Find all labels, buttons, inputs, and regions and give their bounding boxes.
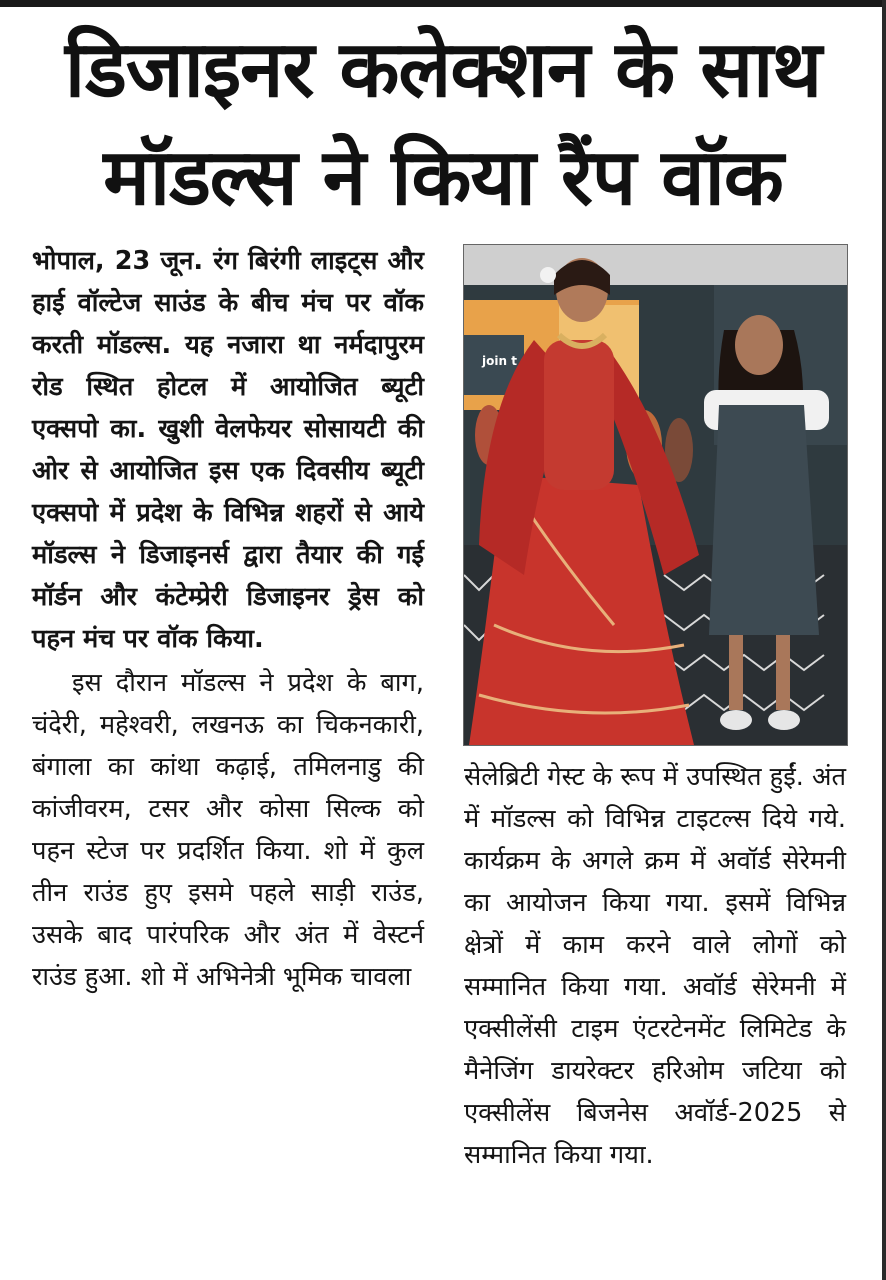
news-photo: [463, 244, 848, 746]
right-border: [882, 0, 886, 1280]
headline: [20, 16, 866, 232]
denim-model-face: [735, 315, 783, 375]
headline-line-1: डिजाइनर कलेक्शन के साथ: [64, 25, 822, 115]
article-body-paragraph: इस दौरान मॉडल्स ने प्रदेश के बाग, चंदेरी, महेश्वरी, लखनऊ का चिकनकारी, बंगाला का कांथा कढ़ाई, तमिलनाडु की कांजीवरम, टसर और कोसा सिल्क को पहन स्टेज पर प्रदर्शित किया. शो में कुल तीन राउंड हुए इसमे पहले साड़ी राउंड, उसके बाद पारंपरिक और अंत में वेस्टर्न राउंड हुआ. शो में अभिनेत्री भूमिक चावला: [32, 668, 424, 992]
photo-ceiling: [464, 245, 847, 285]
photo-illustration: [464, 245, 847, 745]
top-border: [0, 0, 886, 7]
denim-model-shoe: [768, 710, 800, 730]
bride-hair-flower: [540, 267, 556, 283]
denim-model-leg: [729, 635, 743, 710]
denim-dress: [709, 405, 819, 635]
denim-model-leg: [776, 635, 790, 710]
headline-line-2: मॉडल्स ने किया रैंप वॉक: [103, 133, 783, 223]
article-right-paragraph: सेलेब्रिटी गेस्ट के रूप में उपस्थित हुईं. अंत में मॉडल्स को विभिन्न टाइटल्स दिये गये. कार्यक्रम के अगले क्रम में अवॉर्ड सेरेमनी का आयोजन किया गया. इसमें विभिन्न क्षेत्रों में काम करने वाले लोगों को सम्मानित किया गया. अवॉर्ड सेरेमनी में एक्सीलेंसी टाइम एंटरटेनमेंट लिमिटेड के मैनेजिंग डायरेक्टर हरिओम जटिया को एक्सीलेंस बिजनेस अवॉर्ड-2025 से सम्मानित किया गया.: [464, 762, 846, 1170]
photo-banner-text: join t: [482, 354, 517, 368]
denim-model-shoe: [720, 710, 752, 730]
article-left-column: [32, 240, 424, 998]
article-lead-paragraph: भोपाल, 23 जून. रंग बिरंगी लाइट्स और हाई वॉल्टेज साउंड के बीच मंच पर वॉक करती मॉडल्स. यह नजारा था नर्मदापुरम रोड स्थित होटल में आयोजित ब्यूटी एक्सपो का. खुशी वेलफेयर सोसायटी की ओर से आयोजित इस एक दिवसीय ब्यूटी एक्सपो में प्रदेश के विभिन्न शहरों से आये मॉडल्स ने डिजाइनर्स द्वारा तैयार की गई मॉर्डन और कंटेम्प्रेरी डिजाइनर ड्रेस को पहन मंच पर वॉक किया.: [32, 246, 424, 654]
article-right-column: [464, 756, 846, 1176]
bride-blouse: [544, 340, 614, 490]
